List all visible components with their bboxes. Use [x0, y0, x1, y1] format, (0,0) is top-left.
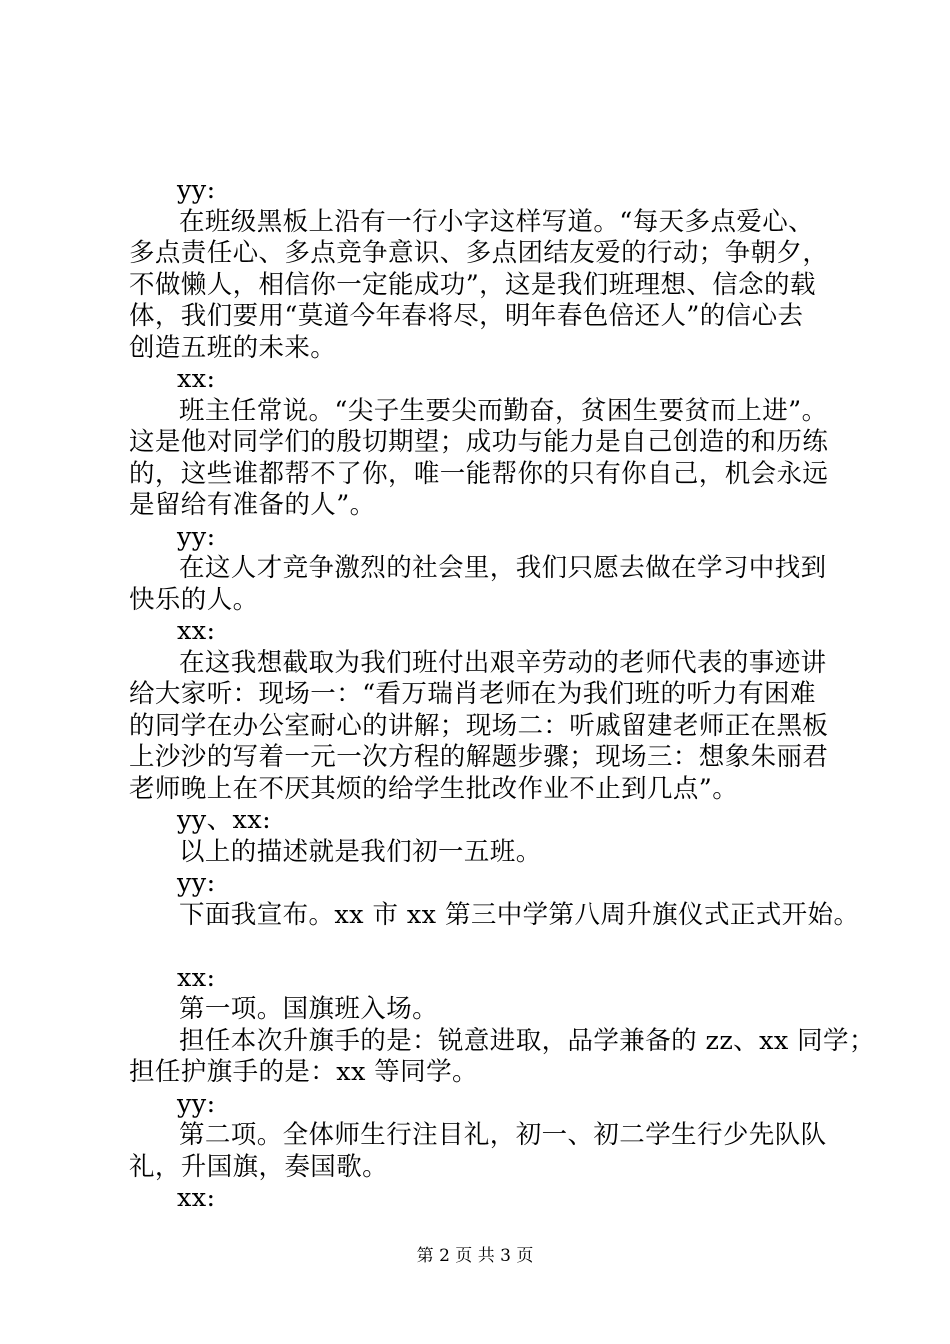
paragraph-line: 体，我们要用“莫道今年春将尽，明年春色倍还人”的信心去: [129, 301, 804, 331]
speaker-label: xx:: [177, 364, 216, 394]
paragraph-line: 礼，升国旗，奏国歌。: [129, 1151, 389, 1182]
paragraph-first-line: 以上的描述就是我们初一五班。: [179, 836, 542, 867]
speaker-label: yy、xx:: [177, 805, 272, 835]
paragraph-line: 不做懒人，相信你一定能成功”，这是我们班理想、信念的载: [129, 269, 816, 300]
paragraph-line: 给大家听：现场一：“看万瑞肖老师在为我们班的听力有困难: [129, 679, 816, 709]
paragraph-line: 这是他对同学们的殷切期望；成功与能力是自己创造的和历练: [129, 427, 829, 457]
paragraph-line: 快乐的人。: [129, 584, 259, 615]
blank-line: [129, 931, 841, 963]
paragraph-line: 上沙沙的写着一元一次方程的解题步骤；现场三：想象朱丽君: [129, 742, 829, 772]
paragraph-line: 是留给有准备的人”。: [129, 490, 376, 520]
speaker-label: xx:: [177, 962, 216, 993]
speaker-label: yy:: [177, 175, 216, 205]
speaker-label: yy:: [177, 521, 216, 552]
paragraph-first-line: 在这我想截取为我们班付出艰辛劳动的老师代表的事迹讲: [179, 647, 827, 678]
speaker-label: yy:: [177, 1088, 216, 1119]
paragraph-line: 担任护旗手的是：xx 等同学。: [129, 1057, 478, 1087]
speaker-label: xx:: [177, 616, 216, 646]
paragraph-first-line: 担任本次升旗手的是：锐意进取，品学兼备的 zz、xx 同学；: [179, 1025, 875, 1056]
paragraph-first-line: 在班级黑板上沿有一行小字这样写道。“每天多点爱心、: [179, 206, 815, 237]
paragraph-line: 的同学在办公室耐心的讲解；现场二：听戚留建老师正在黑板: [129, 710, 829, 741]
paragraph-first-line: 第一项。国旗班入场。: [179, 994, 439, 1024]
speaker-label: xx:: [177, 1183, 216, 1213]
paragraph-first-line: 下面我宣布。xx 市 xx 第三中学第八周升旗仪式正式开始。: [179, 899, 860, 930]
page-footer: 第 2 页 共 3 页: [416, 1246, 534, 1266]
speaker-label: yy:: [177, 868, 216, 898]
paragraph-line: 老师晚上在不厌其烦的给学生批改作业不止到几点”。: [129, 773, 739, 804]
document-body: [129, 175, 875, 1215]
paragraph-first-line: 在这人才竞争激烈的社会里，我们只愿去做在学习中找到: [179, 553, 827, 583]
paragraph-first-line: 第二项。全体师生行注目礼，初一、初二学生行少先队队: [179, 1120, 827, 1150]
paragraph-first-line: 班主任常说。“尖子生要尖而勤奋，贫困生要贫而上进”。: [179, 395, 828, 426]
paragraph-line: 多点责任心、多点竞争意识、多点团结友爱的行动；争朝夕，: [129, 238, 829, 268]
paragraph-line: 的，这些谁都帮不了你，唯一能帮你的只有你自己，机会永远: [129, 458, 829, 489]
paragraph-line: 创造五班的未来。: [129, 332, 337, 363]
